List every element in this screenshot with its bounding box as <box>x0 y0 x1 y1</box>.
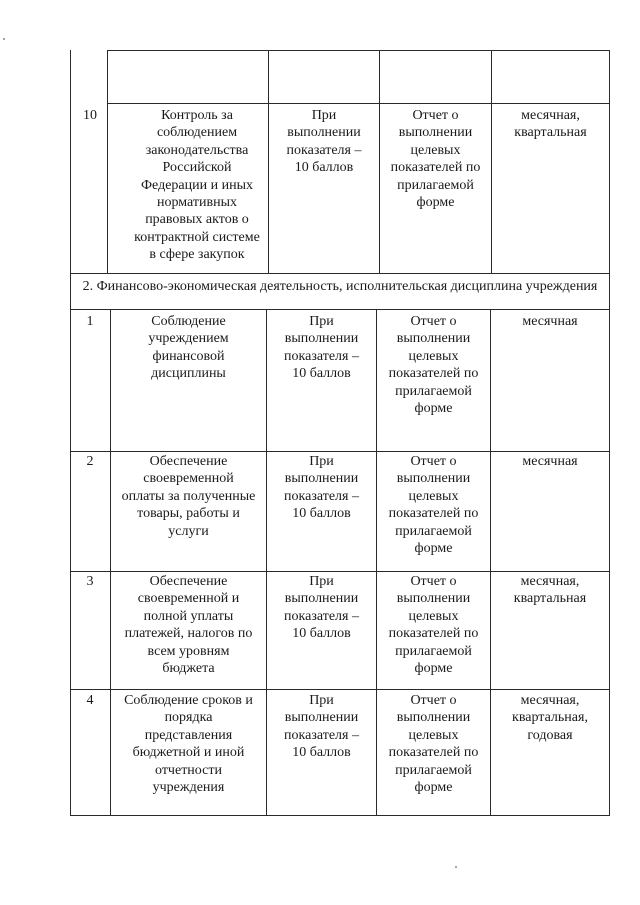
reporting-frequency: месячная, квартальная <box>513 574 587 607</box>
row-number: 10 <box>83 108 97 123</box>
indicators-table <box>70 50 610 816</box>
criterion-name: Обеспечение своевременной и полной уплаты платежей, налогов по всем уровням бюджета <box>124 574 253 677</box>
criterion-name: Соблюдение учреждением финансовой дисциплины <box>148 314 229 382</box>
reporting-form: Отчет о выполнении целевых показателей по прилагаемой форме <box>388 574 479 677</box>
table-rule <box>70 451 610 452</box>
reporting-frequency: месячная <box>522 454 578 469</box>
table-rule <box>70 273 610 274</box>
scoring-condition: При выполнении показателя – 10 баллов <box>284 314 359 382</box>
reporting-frequency: месячная, квартальная <box>514 108 587 141</box>
scan-speck <box>3 38 5 40</box>
row-number: 2 <box>86 454 94 469</box>
row-number: 1 <box>86 314 94 329</box>
scan-speck <box>455 866 457 868</box>
table-rule <box>107 50 108 274</box>
table-rule <box>70 571 610 572</box>
reporting-form: Отчет о выполнении целевых показателей по прилагаемой форме <box>388 454 479 557</box>
table-rule <box>70 815 610 816</box>
reporting-form: Отчет о выполнении целевых показателей по прилагаемой форме <box>388 314 479 417</box>
table-rule <box>70 309 610 310</box>
table-rule <box>609 50 610 816</box>
criterion-name: Обеспечение своевременной оплаты за полученные товары, работы и услуги <box>121 454 256 539</box>
scoring-condition: При выполнении показателя – 10 баллов <box>284 693 359 761</box>
table-rule <box>107 103 610 104</box>
scoring-condition: При выполнении показателя – 10 баллов <box>284 454 359 522</box>
table-rule <box>491 50 492 274</box>
section-heading: 2. Финансово-экономическая деятельность, исполнительская дисциплина учреждения <box>82 279 598 294</box>
scoring-condition: При выполнении показателя – 10 баллов <box>284 574 359 642</box>
table-rule <box>107 50 610 51</box>
reporting-form: Отчет о выполнении целевых показателей по прилагаемой форме <box>390 108 481 211</box>
reporting-frequency: месячная <box>522 314 578 329</box>
criterion-name: Контроль за соблюдением законодательства Российской Федерации и иных нормативных правовых актов о контрактной системе в сфере закупок <box>134 108 260 263</box>
scoring-condition: При выполнении показателя – 10 баллов <box>286 108 362 176</box>
criterion-name: Соблюдение сроков и порядка представления бюджетной и иной отчетности учреждения <box>124 693 253 796</box>
row-number: 3 <box>86 574 94 589</box>
reporting-form: Отчет о выполнении целевых показателей по прилагаемой форме <box>388 693 479 796</box>
table-rule <box>70 689 610 690</box>
reporting-frequency: месячная, квартальная, годовая <box>512 693 588 743</box>
row-number: 4 <box>86 693 94 708</box>
